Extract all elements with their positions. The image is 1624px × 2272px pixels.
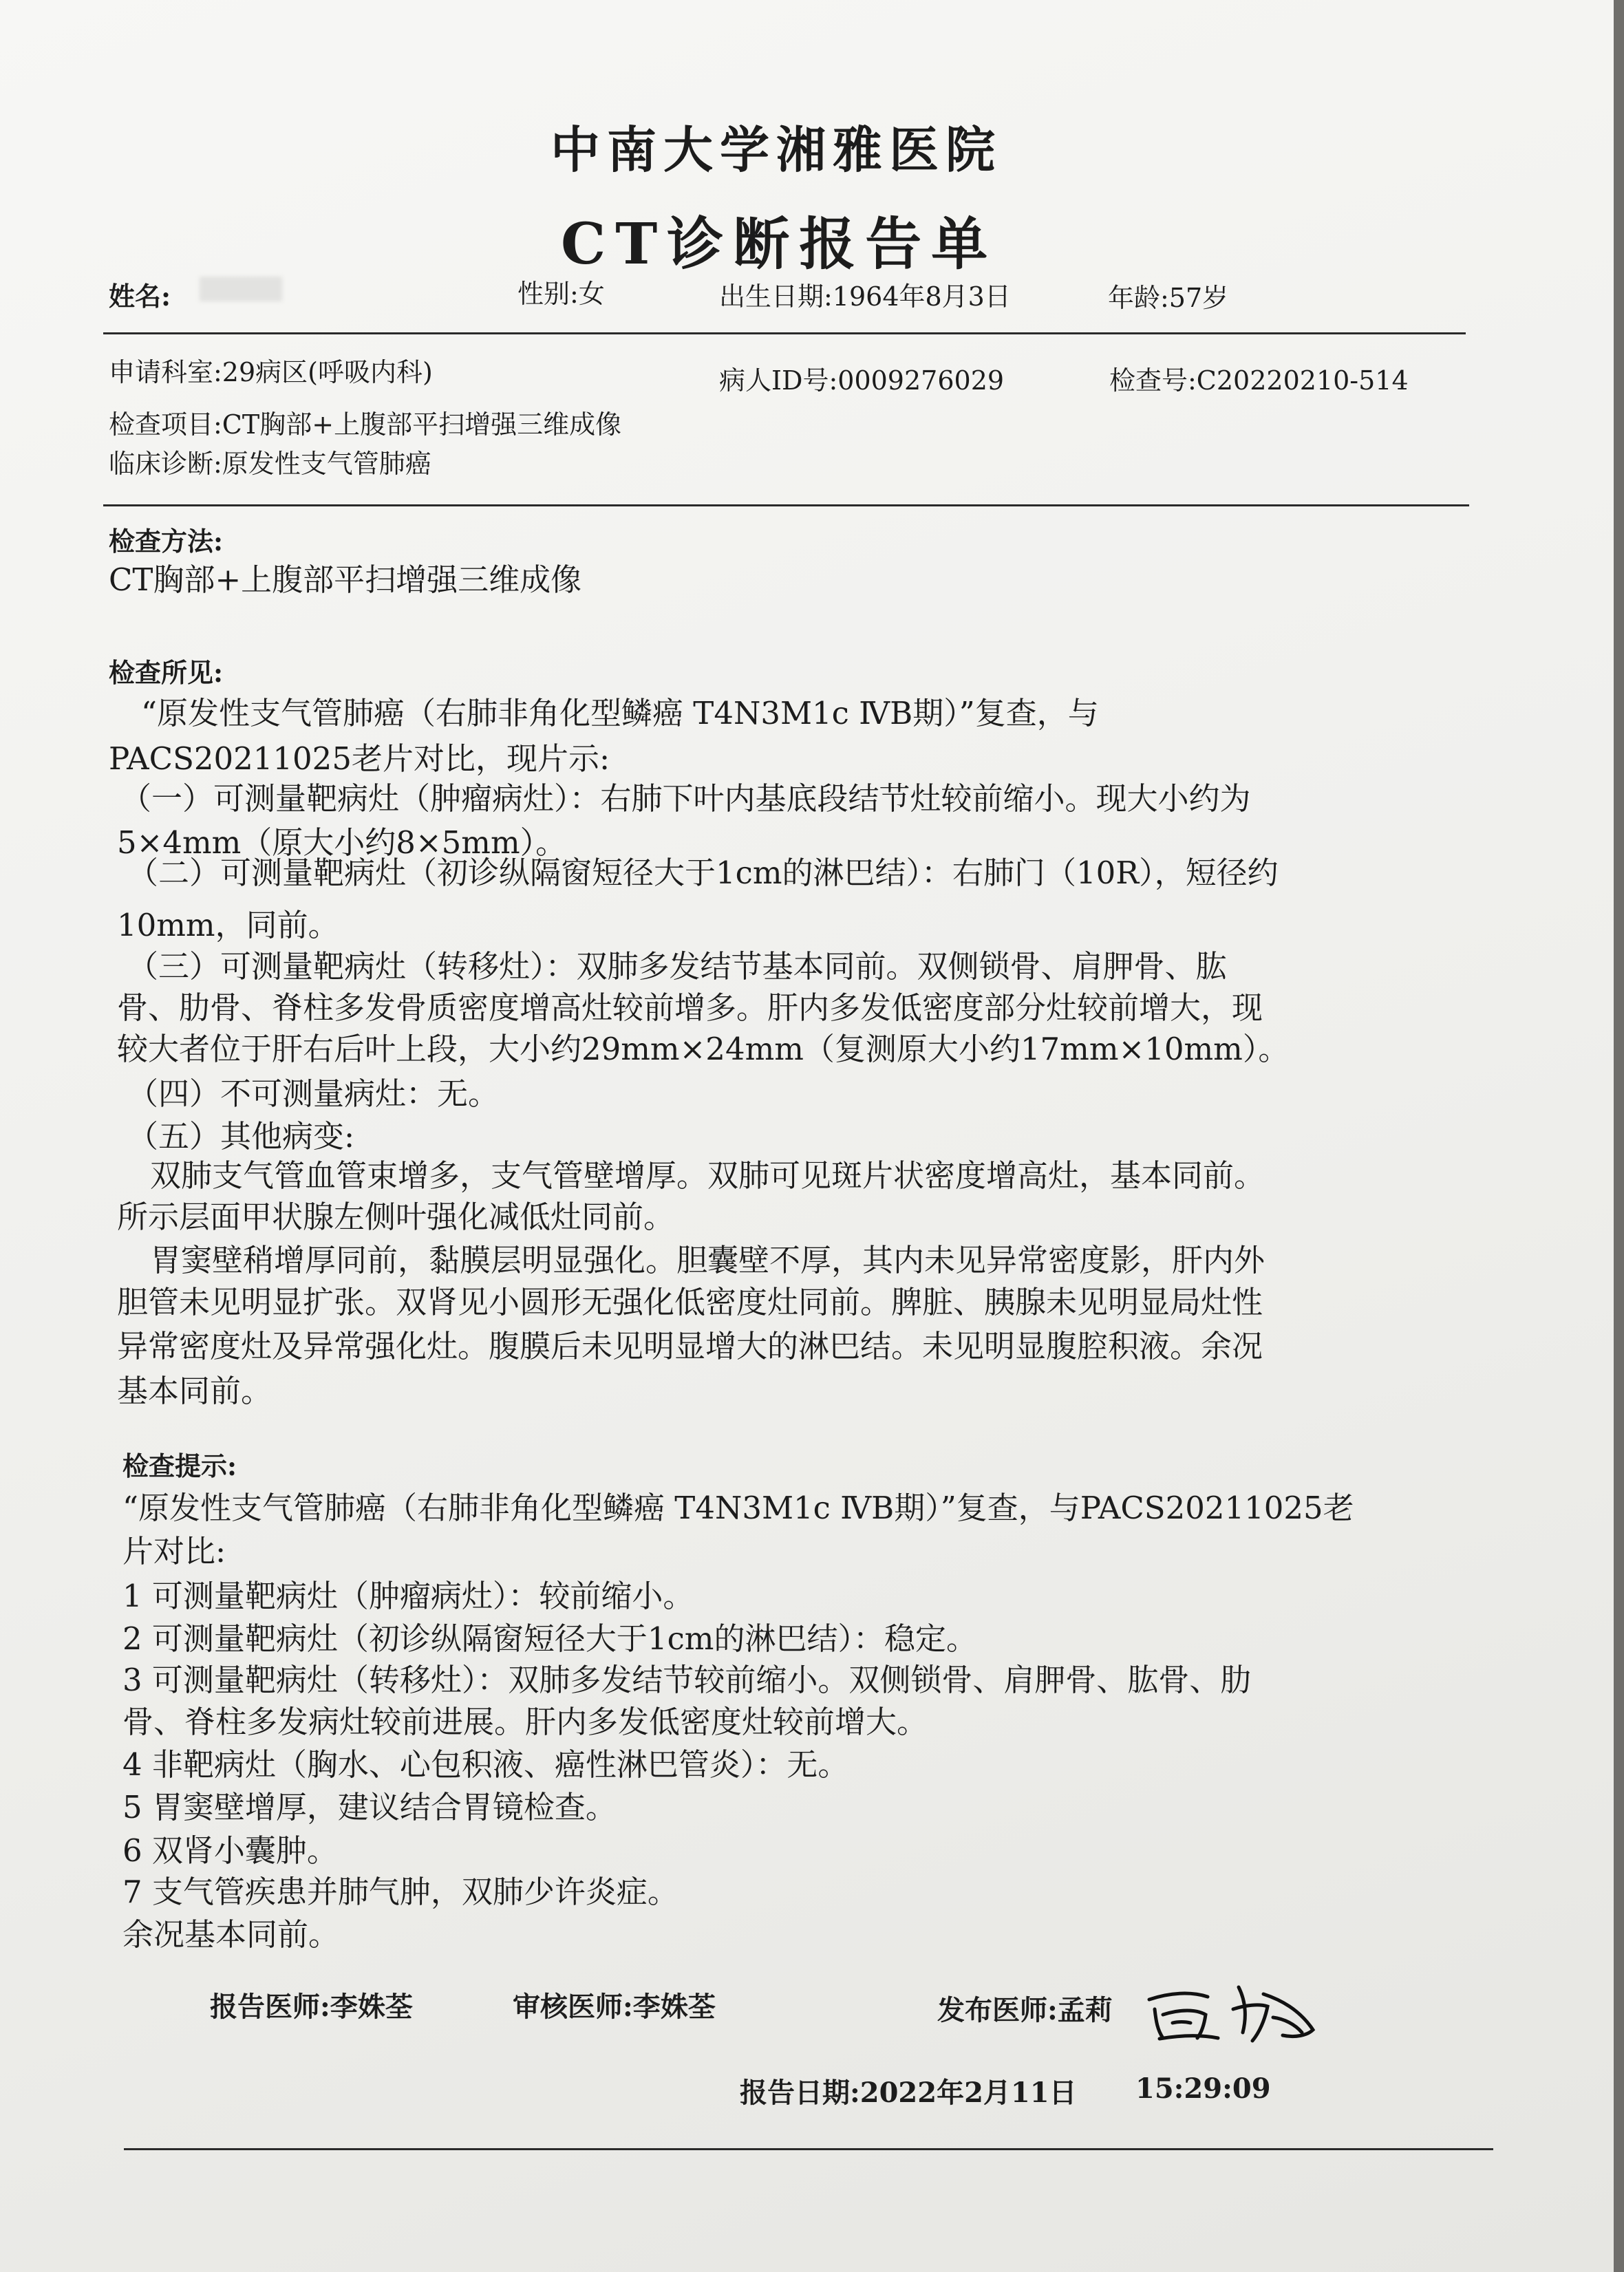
review-doctor: 审核医师:李姝荃	[513, 1991, 716, 2023]
impression-line: 2 可测量靶病灶（初诊纵隔窗短径大于1cm的淋巴结）：稳定。	[122, 1620, 977, 1657]
findings-line: 较大者位于肝右后叶上段，大小约29mm×24mm（复测原大小约17mm×10mm）。	[117, 1031, 1290, 1067]
divider-middle	[103, 504, 1469, 506]
hospital-name: 中南大学湘雅医院	[551, 120, 1003, 179]
method-text: CT胸部+上腹部平扫增强三维成像	[109, 561, 582, 598]
findings-line: （一）可测量靶病灶（肿瘤病灶）：右肺下叶内基底段结节灶较前缩小。现大小约为	[120, 780, 1251, 817]
impression-line: “原发性支气管肺癌（右肺非角化型鳞癌 T4N3M1c ⅣB期）”复查，与PACS20211025老	[122, 1490, 1354, 1526]
findings-line: 所示层面甲状腺左侧叶强化减低灶同前。	[117, 1199, 675, 1235]
findings-line: （三）可测量靶病灶（转移灶）：双肺多发结节基本同前。双侧锁骨、肩胛骨、肱	[127, 948, 1227, 985]
findings-line: 胆管未见明显扩张。双肾见小圆形无强化低密度灶同前。脾脏、胰腺未见明显局灶性	[117, 1284, 1263, 1320]
findings-line: 异常密度灶及异常强化灶。腹膜后未见明显增大的淋巴结。未见明显腹腔积液。余况	[117, 1328, 1263, 1364]
impression-line: 5 胃窦壁增厚，建议结合胃镜检查。	[122, 1789, 617, 1825]
findings-line: PACS20211025老片对比，现片示:	[109, 740, 610, 777]
impression-line: 6 双肾小囊肿。	[122, 1832, 338, 1869]
request-dept: 申请科室:29病区(呼吸内科)	[109, 357, 433, 387]
impression-label: 检查提示:	[122, 1450, 237, 1481]
patient-dob: 出生日期:1964年8月3日	[719, 281, 1011, 312]
impression-line: 余况基本同前。	[122, 1916, 340, 1953]
report-date: 报告日期:2022年2月11日	[740, 2077, 1077, 2109]
impression-line: 片对比:	[122, 1533, 226, 1569]
findings-line: “原发性支气管肺癌（右肺非角化型鳞癌 T4N3M1c ⅣB期）”复查，与	[141, 695, 1099, 731]
divider-bottom	[124, 2148, 1493, 2150]
impression-line: 7 支气管疾患并肺气肿，双肺少许炎症。	[122, 1874, 679, 1910]
handwritten-signature	[1142, 1966, 1321, 2056]
patient-sex: 性别:女	[517, 279, 605, 309]
findings-line: 5×4mm（原大小约8×5mm）。	[117, 824, 567, 861]
exam-item: 检查项目:CT胸部+上腹部平扫增强三维成像	[109, 409, 622, 440]
patient-id: 病人ID号:0009276029	[719, 365, 1005, 396]
release-doctor: 发布医师:孟莉	[937, 1994, 1113, 2026]
impression-line: 3 可测量靶病灶（转移灶）：双肺多发结节较前缩小。双侧锁骨、肩胛骨、肱骨、肋	[122, 1662, 1252, 1698]
findings-line: 骨、肋骨、脊柱多发骨质密度增高灶较前增多。肝内多发低密度部分灶较前增大，现	[117, 989, 1263, 1026]
report-title: CT诊断报告单	[561, 211, 998, 277]
divider-top	[103, 332, 1466, 334]
findings-line: （五）其他病变:	[127, 1118, 355, 1155]
clinical-diagnosis: 临床诊断:原发性支气管肺癌	[109, 449, 431, 479]
patient-age: 年龄:57岁	[1108, 283, 1229, 313]
findings-line: 双肺支气管血管束增多，支气管壁增厚。双肺可见斑片状密度增高灶，基本同前。	[150, 1157, 1265, 1194]
findings-line: （四）不可测量病灶：无。	[127, 1075, 500, 1112]
patient-name-redacted	[200, 277, 282, 301]
findings-line: 10mm，同前。	[117, 907, 339, 943]
findings-line: （二）可测量靶病灶（初诊纵隔窗短径大于1cm的淋巴结）：右肺门（10R），短径约	[127, 855, 1279, 891]
method-label: 检查方法:	[109, 526, 224, 557]
findings-line: 胃窦壁稍增厚同前，黏膜层明显强化。胆囊壁不厚，其内未见异常密度影，肝内外	[150, 1242, 1265, 1278]
impression-line: 骨、脊柱多发病灶较前进展。肝内多发低密度灶较前增大。	[122, 1704, 928, 1740]
findings-line: 基本同前。	[117, 1373, 273, 1409]
impression-line: 1 可测量靶病灶（肿瘤病灶）：较前缩小。	[122, 1578, 694, 1614]
report-time: 15:29:09	[1135, 2072, 1271, 2105]
exam-number: 检查号:C20220210-514	[1109, 365, 1409, 396]
findings-label: 检查所见:	[109, 657, 224, 688]
impression-line: 4 非靶病灶（胸水、心包积液、癌性淋巴管炎）：无。	[122, 1746, 849, 1783]
report-doctor: 报告医师:李姝荃	[210, 1991, 413, 2023]
patient-name-label: 姓名:	[109, 281, 171, 312]
